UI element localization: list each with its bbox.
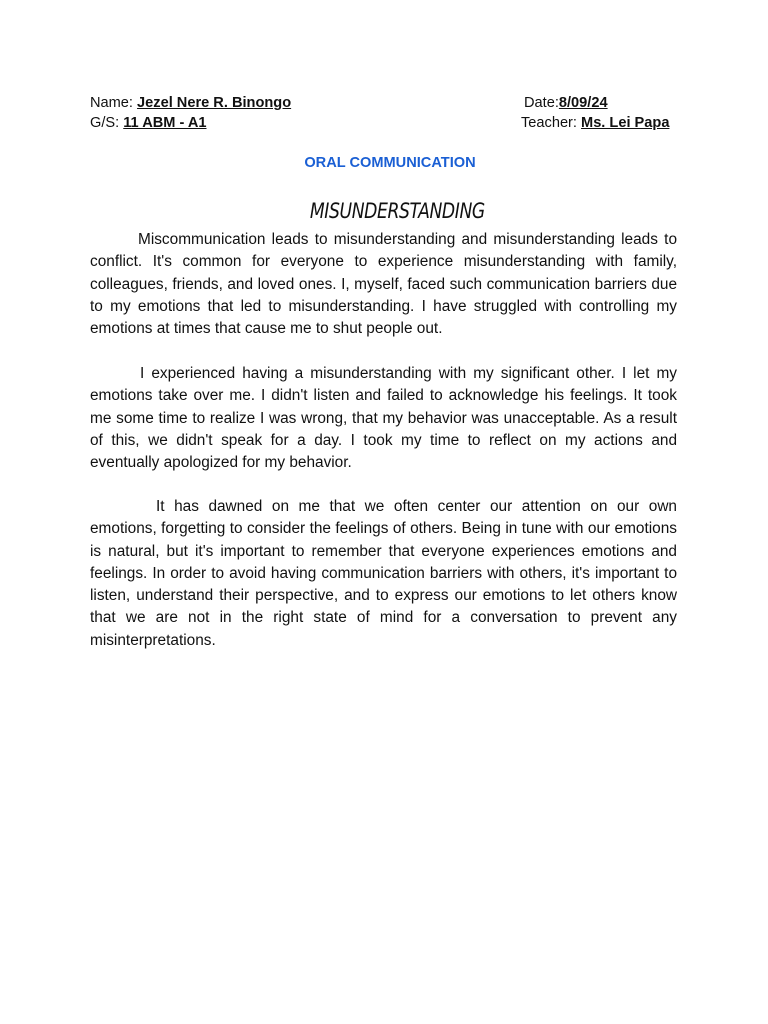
subject-heading: ORAL COMMUNICATION (304, 155, 476, 171)
teacher-label: Teacher: (521, 115, 582, 131)
gs-field (90, 115, 207, 131)
date-value: 8/09/24 (558, 95, 608, 111)
paragraph-2: I experienced having a misunderstanding with my significant other. I let my emotions take over me. I didn't listen and failed to acknowledge his feelings. It took me some time to realize I was wrong, that my behavior was unacceptable. As a result of this, we didn't speak for a day. I took my time to reflect on my actions and eventually apologized for my behavior. (90, 365, 677, 472)
gs-label: G/S: (90, 115, 124, 131)
teacher-value: Ms. Lei Papa (581, 115, 670, 131)
teacher-field (521, 113, 669, 133)
header-row-gs-teacher (90, 113, 678, 133)
gs-value: 11 ABM - A1 (123, 115, 207, 131)
date-label: Date: (524, 95, 559, 111)
paragraph-3: It has dawned on me that we often center our attention on our own emotions, forgetting to consider the feelings of others. Being in tune with our emotions is natural, but it's important to remember that everyone experiences emotions and feelings. In order to avoid having communication barriers with others, it's important to listen, understand their perspective, and to express our emotions to let others know that we are not in the right state of mind for a conversation to prevent any misinterpretations. (90, 498, 677, 649)
paragraph-1: Miscommunication leads to misunderstanding and misunderstanding leads to conflict. It's common for everyone to experience misunderstanding with family, colleagues, friends, and loved ones. I, myself, faced such communication barriers due to my emotions that led to misunderstanding. I have struggled with controlling my emotions at times that cause me to shut people out. (90, 231, 677, 338)
document-title: MISUNDERSTANDING (309, 199, 485, 223)
name-field (90, 95, 291, 111)
date-field (524, 93, 608, 113)
name-label: Name: (90, 95, 138, 111)
header-row-name-date (90, 93, 678, 113)
name-value: Jezel Nere R. Binongo (137, 95, 292, 111)
